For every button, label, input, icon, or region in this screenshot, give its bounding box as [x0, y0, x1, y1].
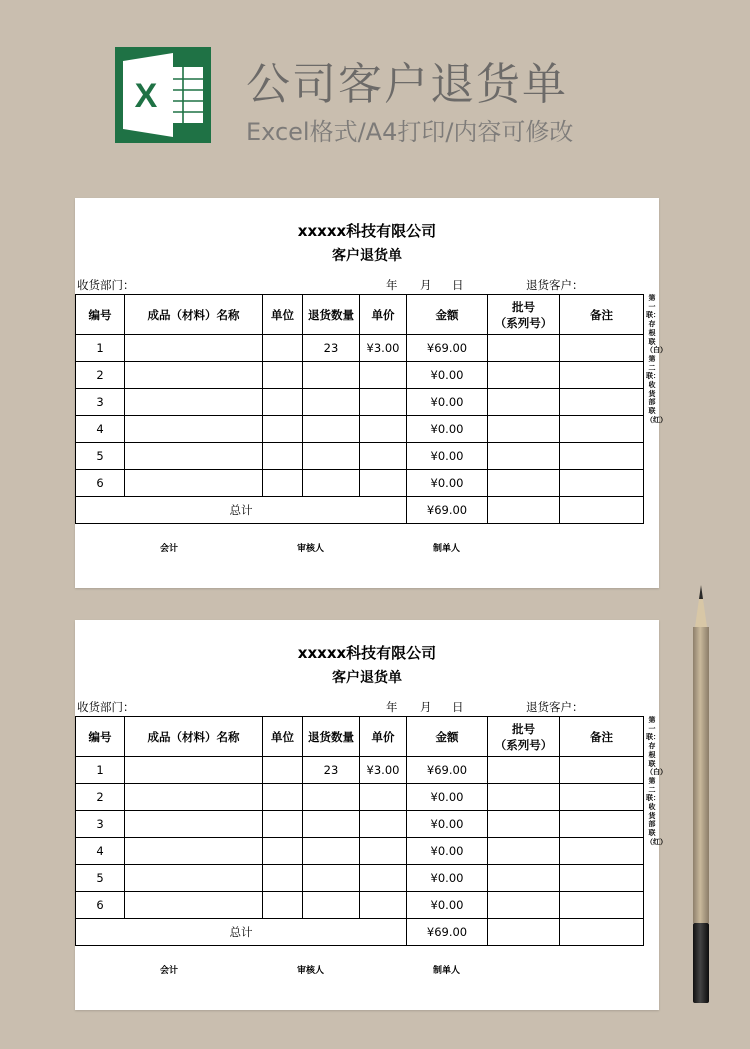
cell-amount[interactable]: ¥69.00 [407, 757, 488, 784]
cell-name[interactable] [125, 892, 263, 919]
col-header-unit: 单位 [263, 717, 303, 757]
cell-remark[interactable] [560, 811, 644, 838]
table-row [76, 389, 644, 416]
cell-qty[interactable] [303, 811, 360, 838]
return-form-sheet-1 [75, 198, 667, 588]
cell-unit[interactable] [263, 443, 303, 470]
cell-batch[interactable] [488, 757, 560, 784]
accountant-signature-label: 会计 [160, 544, 179, 554]
col-header-remark: 备注 [560, 717, 644, 757]
cell-remark[interactable] [560, 362, 644, 389]
cell-no[interactable]: 1 [76, 335, 125, 362]
cell-qty[interactable] [303, 892, 360, 919]
cell-price[interactable] [360, 784, 407, 811]
accountant-signature-label: 会计 [160, 966, 179, 976]
cell-unit[interactable] [263, 865, 303, 892]
cell-price[interactable] [360, 362, 407, 389]
col-header-remark: 备注 [560, 295, 644, 335]
cell-qty[interactable]: 23 [303, 335, 360, 362]
maker-signature-label: 制单人 [433, 544, 461, 554]
col-header-no: 编号 [76, 717, 125, 757]
cell-remark[interactable] [560, 335, 644, 362]
page-title: 公司客户退货单 [246, 59, 568, 110]
cell-unit[interactable] [263, 335, 303, 362]
cell-amount[interactable]: ¥0.00 [407, 892, 488, 919]
cell-name[interactable] [125, 470, 263, 497]
total-label: 总计 [76, 497, 407, 524]
cell-no[interactable]: 4 [76, 416, 125, 443]
cell-no[interactable]: 6 [76, 470, 125, 497]
receiving-dept-label: 收货部门： [77, 700, 135, 714]
cell-name[interactable] [125, 865, 263, 892]
cell-amount[interactable]: ¥0.00 [407, 838, 488, 865]
cell-remark[interactable] [560, 784, 644, 811]
col-header-qty: 退货数量 [303, 295, 360, 335]
cell-no[interactable]: 2 [76, 362, 125, 389]
cell-amount[interactable]: ¥69.00 [407, 335, 488, 362]
cell-no[interactable]: 4 [76, 838, 125, 865]
receiving-dept-label: 收货部门： [77, 278, 135, 292]
total-amount[interactable]: ¥69.00 [407, 919, 488, 946]
col-header-price: 单价 [360, 717, 407, 757]
col-header-amount: 金额 [407, 295, 488, 335]
cell-no[interactable]: 3 [76, 389, 125, 416]
table-row [76, 892, 644, 919]
batch-label: 批号 [512, 299, 535, 314]
serial-label: （系列号） [494, 315, 553, 330]
total-row [76, 919, 644, 946]
col-header-name: 成品（材料）名称 [125, 295, 263, 335]
cell-name[interactable] [125, 784, 263, 811]
cell-batch[interactable] [488, 811, 560, 838]
return-customer-label: 退货客户： [526, 700, 584, 714]
cell-unit[interactable] [263, 470, 303, 497]
cell-name[interactable] [125, 335, 263, 362]
cell-batch[interactable] [488, 784, 560, 811]
cell-qty[interactable]: 23 [303, 757, 360, 784]
cell-batch[interactable] [488, 838, 560, 865]
cell-remark[interactable] [560, 470, 644, 497]
cell-unit[interactable] [263, 389, 303, 416]
cell-amount[interactable]: ¥0.00 [407, 389, 488, 416]
cell-remark[interactable] [560, 757, 644, 784]
company-name: xxxxx科技有限公司 [297, 644, 437, 662]
cell-qty[interactable] [303, 838, 360, 865]
cell-remark[interactable] [560, 892, 644, 919]
batch-label: 批号 [512, 721, 535, 736]
col-header-name: 成品（材料）名称 [125, 717, 263, 757]
copy-note: 第一联：存根联（白）第二联：收货部联（红） [646, 716, 667, 846]
cell-batch[interactable] [488, 865, 560, 892]
serial-label: （系列号） [494, 737, 553, 752]
cell-qty[interactable] [303, 784, 360, 811]
table-row [76, 784, 644, 811]
cell-qty[interactable] [303, 416, 360, 443]
total-remark-cell[interactable] [560, 919, 644, 946]
col-header-batch [488, 295, 560, 335]
return-table [75, 716, 644, 946]
cell-amount[interactable]: ¥0.00 [407, 416, 488, 443]
col-header-unit: 单位 [263, 295, 303, 335]
excel-logo-icon [115, 47, 211, 143]
cell-name[interactable] [125, 389, 263, 416]
col-header-batch [488, 717, 560, 757]
form-title: 客户退货单 [332, 670, 402, 686]
cell-qty[interactable] [303, 362, 360, 389]
table-row [76, 416, 644, 443]
cell-batch[interactable] [488, 335, 560, 362]
cell-qty[interactable] [303, 389, 360, 416]
cell-unit[interactable] [263, 892, 303, 919]
logo-letter: X [134, 77, 158, 115]
cell-price[interactable] [360, 865, 407, 892]
cell-price[interactable] [360, 416, 407, 443]
col-header-qty: 退货数量 [303, 717, 360, 757]
cell-remark[interactable] [560, 389, 644, 416]
cell-price[interactable] [360, 892, 407, 919]
cell-name[interactable] [125, 362, 263, 389]
total-remark-cell[interactable] [560, 497, 644, 524]
cell-qty[interactable] [303, 865, 360, 892]
page-subtitle: Excel格式/A4打印/内容可修改 [246, 118, 574, 146]
copy-note: 第一联：存根联（白）第二联：收货部联（红） [646, 294, 667, 424]
cell-no[interactable]: 5 [76, 865, 125, 892]
total-row [76, 497, 644, 524]
cell-price[interactable] [360, 811, 407, 838]
company-name: xxxxx科技有限公司 [297, 222, 437, 240]
table-row [76, 362, 644, 389]
cell-batch[interactable] [488, 443, 560, 470]
cell-no[interactable]: 2 [76, 784, 125, 811]
total-batch-cell[interactable] [488, 497, 560, 524]
reviewer-signature-label: 审核人 [297, 544, 325, 554]
cell-batch[interactable] [488, 389, 560, 416]
table-row [76, 865, 644, 892]
col-header-price: 单价 [360, 295, 407, 335]
cell-name[interactable] [125, 416, 263, 443]
cell-qty[interactable] [303, 470, 360, 497]
return-table [75, 294, 644, 524]
cell-price[interactable]: ¥3.00 [360, 335, 407, 362]
cell-unit[interactable] [263, 757, 303, 784]
cell-name[interactable] [125, 838, 263, 865]
day-label: 日 [452, 278, 464, 292]
table-row [76, 443, 644, 470]
table-row [76, 335, 644, 362]
table-row [76, 811, 644, 838]
cell-unit[interactable] [263, 784, 303, 811]
year-label: 年 [386, 700, 398, 714]
cell-remark[interactable] [560, 865, 644, 892]
cell-name[interactable] [125, 811, 263, 838]
cell-price[interactable] [360, 389, 407, 416]
total-label: 总计 [76, 919, 407, 946]
col-header-no: 编号 [76, 295, 125, 335]
table-row [76, 470, 644, 497]
cell-amount[interactable]: ¥0.00 [407, 865, 488, 892]
cell-price[interactable]: ¥3.00 [360, 757, 407, 784]
month-label: 月 [420, 700, 432, 714]
reviewer-signature-label: 审核人 [297, 966, 325, 976]
month-label: 月 [420, 278, 432, 292]
cell-price[interactable] [360, 838, 407, 865]
cell-price[interactable] [360, 470, 407, 497]
total-amount[interactable]: ¥69.00 [407, 497, 488, 524]
cell-unit[interactable] [263, 362, 303, 389]
cell-qty[interactable] [303, 443, 360, 470]
cell-unit[interactable] [263, 838, 303, 865]
cell-amount[interactable]: ¥0.00 [407, 470, 488, 497]
cell-amount[interactable]: ¥0.00 [407, 811, 488, 838]
return-form-sheet-2 [75, 620, 667, 1010]
total-batch-cell[interactable] [488, 919, 560, 946]
form-title: 客户退货单 [332, 248, 402, 264]
cell-remark[interactable] [560, 416, 644, 443]
table-row [76, 838, 644, 865]
return-customer-label: 退货客户： [526, 278, 584, 292]
cell-remark[interactable] [560, 838, 644, 865]
table-header-row [76, 717, 644, 757]
cell-amount[interactable]: ¥0.00 [407, 362, 488, 389]
cell-no[interactable]: 1 [76, 757, 125, 784]
cell-amount[interactable]: ¥0.00 [407, 784, 488, 811]
cell-name[interactable] [125, 757, 263, 784]
cell-batch[interactable] [488, 470, 560, 497]
day-label: 日 [452, 700, 464, 714]
cell-no[interactable]: 6 [76, 892, 125, 919]
table-row [76, 757, 644, 784]
cell-batch[interactable] [488, 892, 560, 919]
cell-batch[interactable] [488, 362, 560, 389]
pencil-icon [686, 583, 716, 1005]
cell-price[interactable] [360, 443, 407, 470]
col-header-amount: 金额 [407, 717, 488, 757]
cell-unit[interactable] [263, 811, 303, 838]
cell-amount[interactable]: ¥0.00 [407, 443, 488, 470]
cell-no[interactable]: 3 [76, 811, 125, 838]
cell-batch[interactable] [488, 416, 560, 443]
cell-unit[interactable] [263, 416, 303, 443]
cell-remark[interactable] [560, 443, 644, 470]
cell-name[interactable] [125, 443, 263, 470]
maker-signature-label: 制单人 [433, 966, 461, 976]
table-header-row [76, 295, 644, 335]
year-label: 年 [386, 278, 398, 292]
cell-no[interactable]: 5 [76, 443, 125, 470]
